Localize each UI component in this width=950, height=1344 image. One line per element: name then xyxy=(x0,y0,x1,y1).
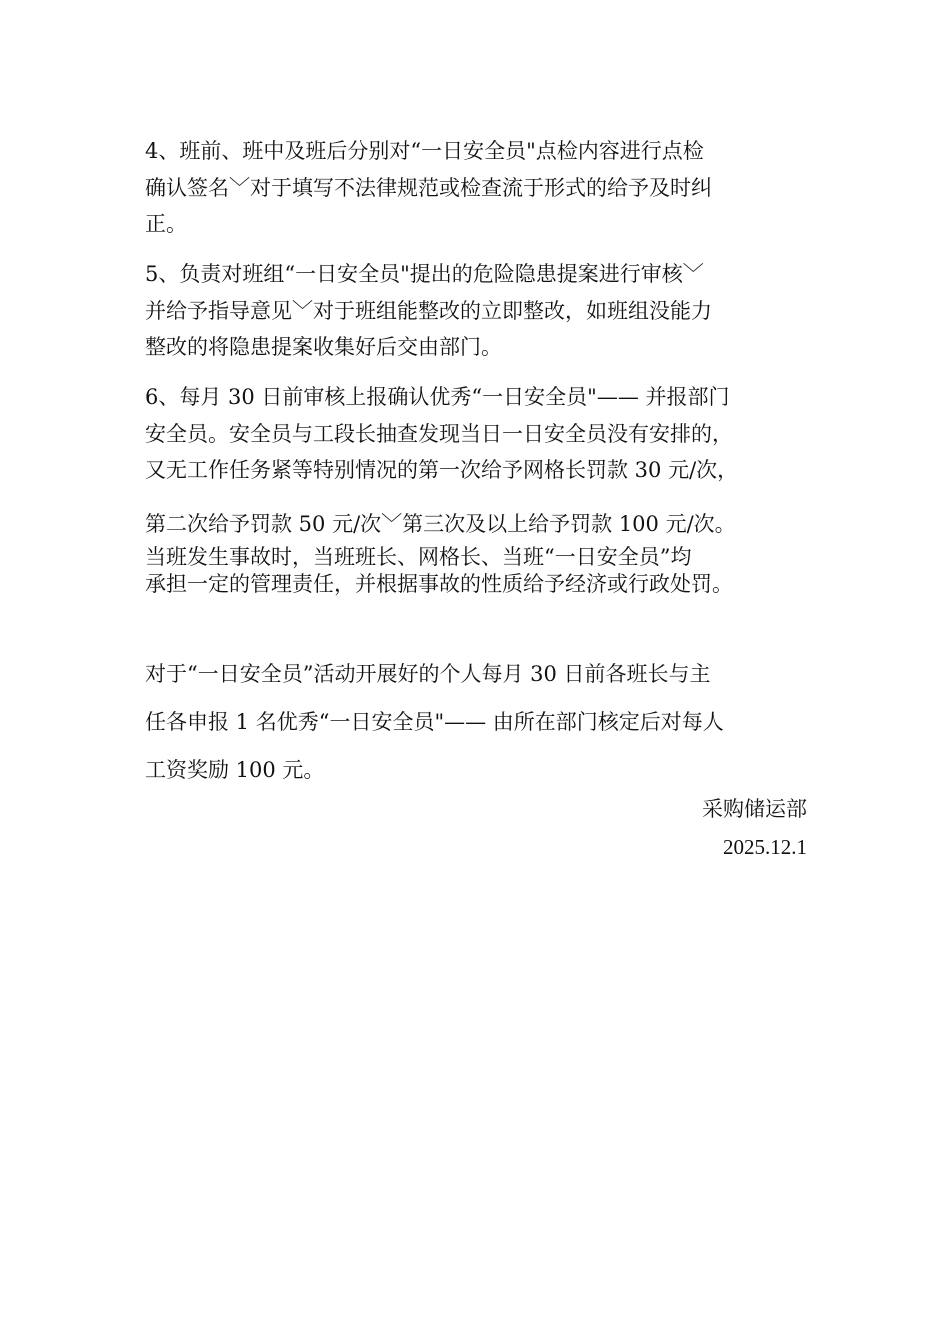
paragraph-line: 整改的将隐患提案收集好后交由部门。 xyxy=(145,335,502,359)
paragraph-item-4 xyxy=(145,133,810,243)
paragraph-line: 安全员。安全员与工段长抽查发现当日一日安全员没有安排的， xyxy=(145,421,733,446)
paragraph-line: 4、班前、班中及班后分别对“一日安全员"点检内容进行点检 xyxy=(145,139,704,163)
paragraph-accident-responsibility xyxy=(145,544,810,598)
paragraph-item-6-continued xyxy=(145,506,810,543)
paragraph-line: 工资奖励 100 元。 xyxy=(145,758,325,782)
paragraph-line: 正。 xyxy=(145,212,187,236)
paragraph-line: 又无工作任务紧等特别情况的第一次给予网格长罚款 30 元/次， xyxy=(145,458,739,482)
paragraph-line: 并给予指导意见﹀对于班组能整改的立即整改，如班组没能力 xyxy=(145,298,712,323)
paragraph-line: 当班发生事故时，当班班长、网格长、当班“一日安全员”均 xyxy=(145,545,692,569)
paragraph-line: 任各申报 1 名优秀“一日安全员"—— 由所在部门核定后对每人 xyxy=(145,710,724,734)
paragraph-line: 第二次给予罚款 50 元/次﹀第三次及以上给予罚款 100 元/次。 xyxy=(145,512,736,536)
paragraph-line: 5、负责对班组“一日安全员"提出的危险隐患提案进行审核﹀ xyxy=(145,262,704,286)
paragraph-item-5 xyxy=(145,256,810,366)
paragraph-line: 承担一定的管理责任，并根据事故的性质给予经济或行政处罚。 xyxy=(145,572,733,596)
signature-department: 采购储运部 xyxy=(702,797,807,821)
paragraph-line: 对于“一日安全员”活动开展好的个人每月 30 日前各班长与主 xyxy=(145,662,711,686)
paragraph-item-6 xyxy=(145,379,810,489)
signature-date: 2025.12.1 xyxy=(723,835,807,859)
paragraph-line: 确认签名﹀对于填写不法律规范或检查流于形式的给予及时纠 xyxy=(145,175,712,200)
paragraph-reward xyxy=(145,650,810,794)
paragraph-line: 6、每月 30 日前审核上报确认优秀“一日安全员"—— 并报部门 xyxy=(145,385,730,409)
